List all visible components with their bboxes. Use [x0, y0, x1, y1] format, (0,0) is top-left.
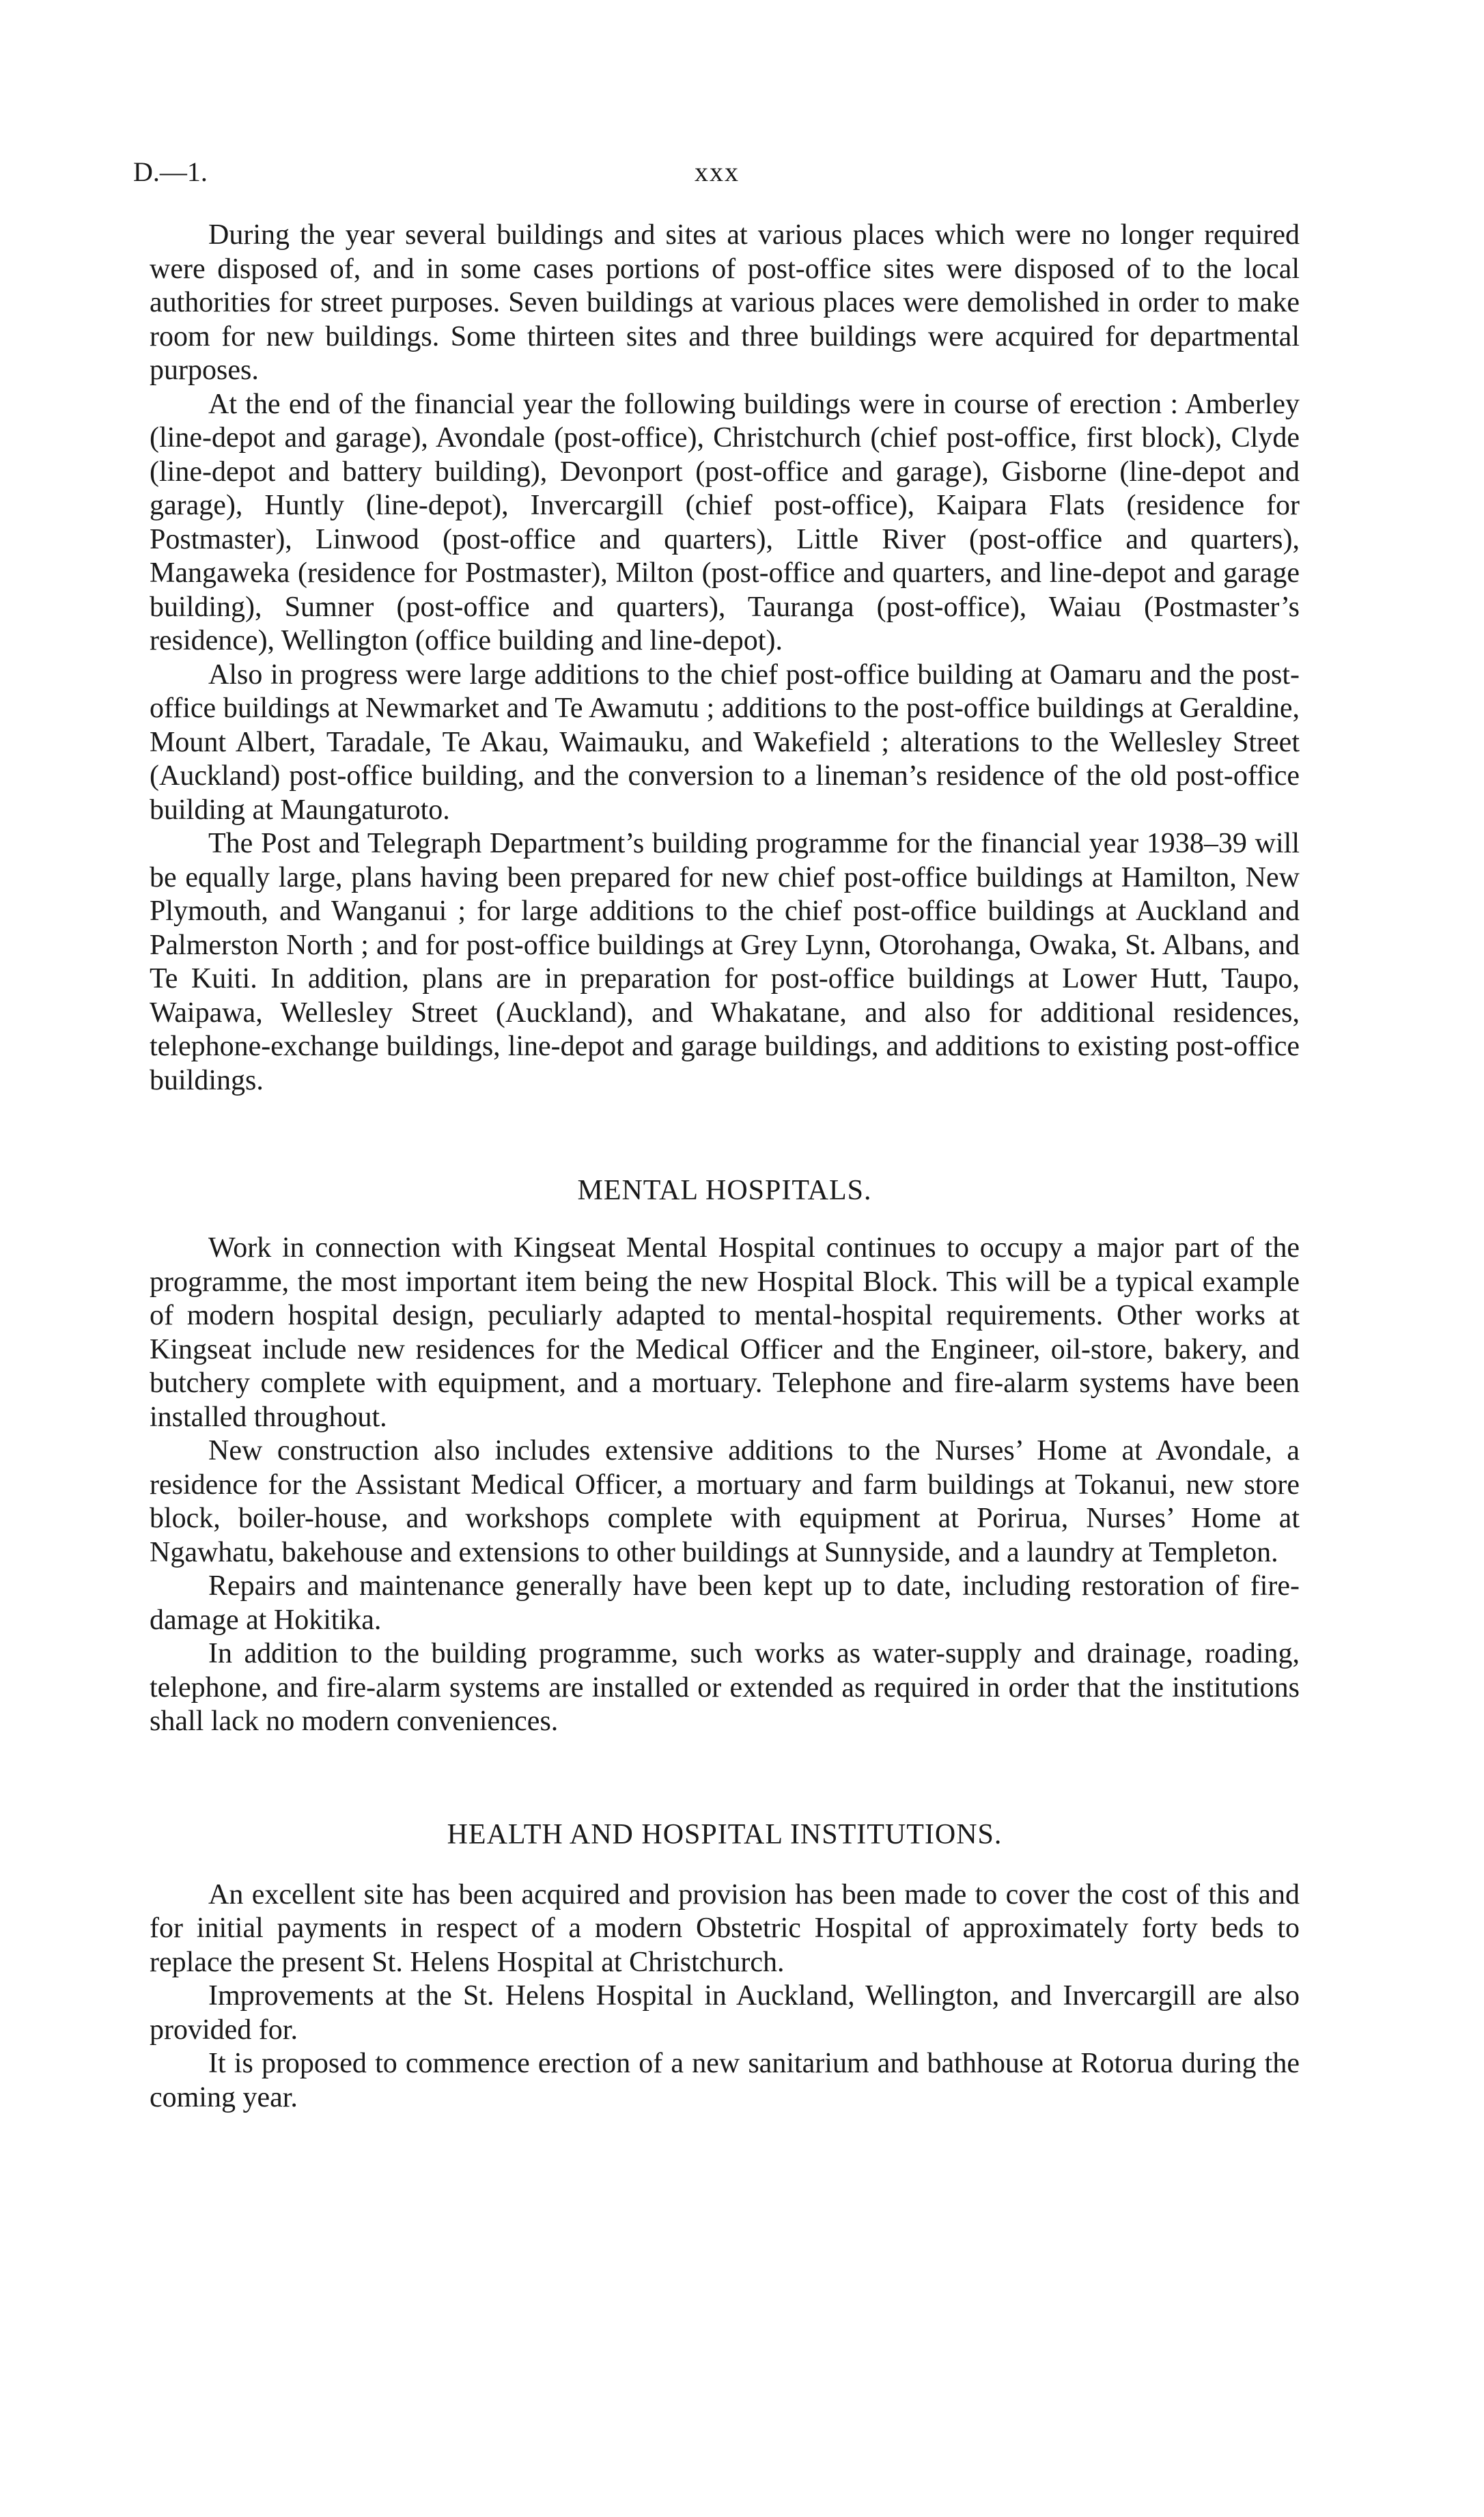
paragraph: Repairs and maintenance generally have been kept up to date, including restoration of fire-damage at Hokitika.	[150, 1570, 1300, 1636]
paragraph: During the year several buildings and sites at various places which were no longer required were disposed of, and in some cases portions of post-office sites were disposed of to the local authorities for street purposes. Seven buildings at various places were demolished in order to make room for new buildings. Some thirteen sites and three buildings were acquired for departmental purposes.	[150, 219, 1300, 386]
paragraph: Also in progress were large additions to the chief post-office building at Oamaru and the post-office buildings at Newmarket and Te Awamutu ; additions to the post-office buildings at Geraldine, Mount Albert, Taradale, Te Akau, Waimauku, and Wakefield ; alterations to the Wellesley Street (Auckland) post-office building, and the conversion to a lineman’s residence of the old post-office building at Maungaturoto.	[150, 658, 1300, 826]
running-header	[133, 156, 1301, 197]
paragraph: Improvements at the St. Helens Hospital in Auckland, Wellington, and Invercargill are also provided for.	[150, 1980, 1300, 2046]
paragraph: The Post and Telegraph Department’s building programme for the financial year 1938–39 will be equally large, plans having been prepared for new chief post-office buildings at Hamilton, New Plymouth, and Wanganui ; for large additions to the chief post-office buildings at Auckland and Palmerston North ; and for post-office buildings at Grey Lynn, Otorohanga, Owaka, St. Albans, and Te Kuiti. In addition, plans are in preparation for post-office buildings at Lower Hutt, Taupo, Waipawa, Wellesley Street (Auckland), and Whakatane, and also for additional residences, telephone-exchange buildings, line-depot and garage buildings, and additions to existing post-office buildings.	[150, 828, 1300, 1096]
paragraph: At the end of the financial year the following buildings were in course of erection : Amberley (line-depot and garage), Avondale (post-office), Christchurch (chief post-office, first block), Clyde (line-depot and battery building), Devonport (post-office and garage), Gisborne (line-depot and garage), Huntly (line-depot), Invercargill (chief post-office), Kaipara Flats (residence for Postmaster), Linwood (post-office and quarters), Little River (post-office and quarters), Mangaweka (residence for Postmaster), Milton (post-office and quarters, and line-depot and garage building), Sumner (post-office and quarters), Tauranga (post-office), Waiau (Postmaster’s residence), Wellington (office building and line-depot).	[150, 388, 1300, 656]
mental-hospitals-section	[150, 1174, 1300, 1739]
paragraph: Work in connection with Kingseat Mental Hospital continues to occupy a major part of the programme, the most important item being the new Hospital Block. This will be a typical example of modern hospital design, peculiarly adapted to mental-hospital requirements. Other works at Kingseat include new residences for the Medical Officer and the Engineer, oil-store, bakery, and butchery complete with equipment, and a mortuary. Telephone and fire-alarm systems have been installed throughout.	[150, 1232, 1300, 1433]
paragraph: In addition to the building programme, such works as water-supply and drainage, roading, telephone, and fire-alarm systems are installed or extended as required in order that the institutions shall lack no modern conveniences.	[150, 1638, 1300, 1737]
document-reference: D.—1.	[133, 156, 208, 187]
paragraph: An excellent site has been acquired and provision has been made to cover the cost of this and for initial payments in respect of a modern Obstetric Hospital of approximately forty beds to replace the present St. Helens Hospital at Christchurch.	[150, 1878, 1300, 1978]
post-and-telegraph-section	[150, 219, 1300, 1098]
health-and-hospital-institutions-section	[150, 1818, 1300, 2115]
paragraph: New construction also includes extensive additions to the Nurses’ Home at Avondale, a residence for the Assistant Medical Officer, a mortuary and farm buildings at Tokanui, new store block, boiler-house, and workshops complete with equipment at Porirua, Nurses’ Home at Ngawhatu, bakehouse and extensions to other buildings at Sunnyside, and a laundry at Templeton.	[150, 1435, 1300, 1568]
section-heading: HEALTH AND HOSPITAL INSTITUTIONS.	[447, 1818, 1003, 1850]
page-number: xxx	[695, 156, 740, 187]
section-heading: MENTAL HOSPITALS.	[577, 1175, 872, 1206]
paragraph: It is proposed to commence erection of a new sanitarium and bathhouse at Rotorua during the coming year.	[150, 2048, 1300, 2113]
page-body	[150, 219, 1300, 2115]
